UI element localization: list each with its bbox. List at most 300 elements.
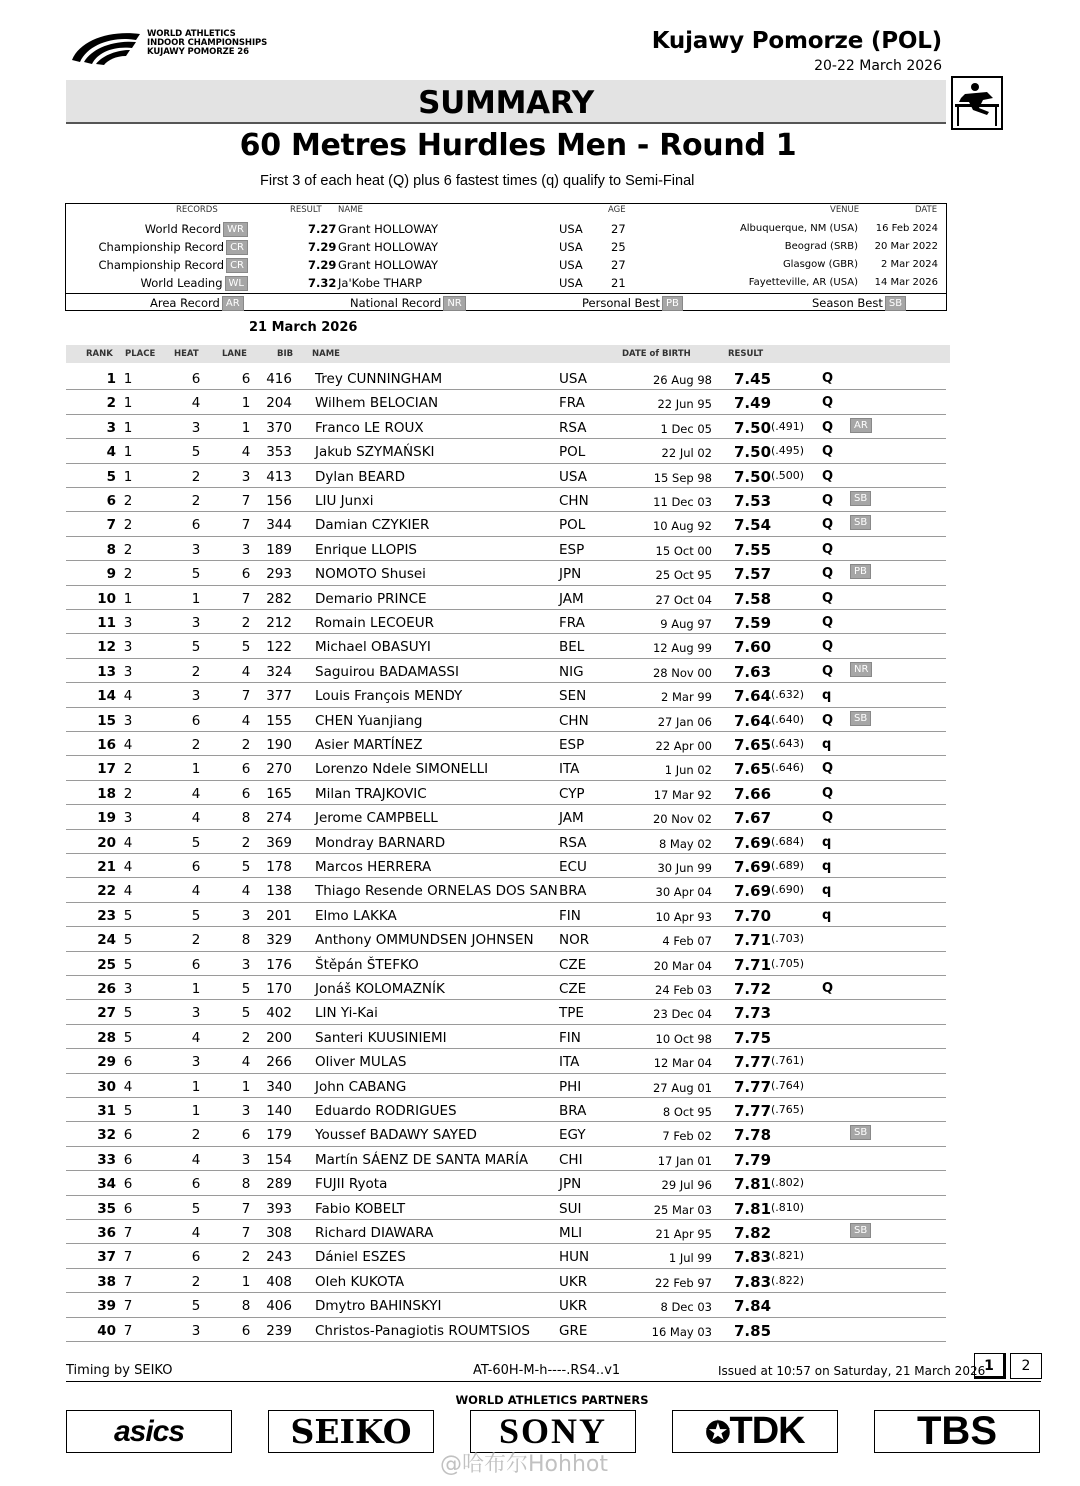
rank-cell: 13 [97, 663, 116, 680]
bib-column-header: BIB [277, 349, 294, 359]
bib-cell: 377 [266, 688, 292, 705]
rank-cell: 27 [97, 1005, 116, 1022]
nation-cell: RSA [559, 419, 587, 436]
rank-cell: 30 [97, 1078, 116, 1095]
result-value: 7.83 [734, 1248, 772, 1267]
bib-cell: 155 [266, 712, 292, 729]
athlete-name-cell: Anthony OMMUNDSEN JOHNSEN [315, 932, 534, 949]
heat-cell: 4 [191, 883, 201, 900]
dob-cell: 29 Jul 96 [661, 1178, 712, 1193]
nation-cell: CHN [559, 493, 589, 509]
lane-cell: 2 [241, 1029, 251, 1046]
table-row [66, 464, 946, 488]
place-cell: 2 [123, 541, 133, 558]
table-row [66, 1269, 946, 1293]
nation-cell: SUI [559, 1200, 582, 1217]
table-row [66, 634, 946, 658]
result-cell [734, 614, 771, 632]
rank-cell: 32 [97, 1127, 116, 1144]
dob-cell: 26 Aug 98 [652, 373, 712, 387]
result-value: 7.69 [734, 833, 772, 852]
championship-logo [70, 26, 270, 66]
result-cell [734, 980, 771, 998]
table-row [66, 732, 946, 756]
nation-cell: FRA [559, 615, 585, 631]
athlete-name-cell: Franco LE ROUX [315, 419, 424, 436]
heat-cell: 5 [191, 566, 201, 583]
dob-cell: 15 Oct 00 [655, 543, 712, 558]
nation-cell: CHI [559, 1151, 583, 1168]
dob-cell: 20 Mar 04 [653, 958, 712, 973]
nation-cell: PHI [559, 1078, 582, 1095]
legend-item [350, 296, 466, 311]
result-thousandths: (.646) [771, 761, 805, 775]
heat-cell: 4 [191, 785, 201, 802]
athlete-name-cell: Elmo LAKKA [315, 907, 397, 924]
qualification-mark: q [822, 688, 832, 704]
dob-cell: 24 Feb 03 [655, 983, 712, 997]
place-cell: 5 [123, 1005, 133, 1022]
lane-cell: 3 [241, 1103, 251, 1119]
nation-cell: JAM [559, 810, 584, 827]
athlete-name-cell: LIN Yi-Kai [315, 1005, 378, 1022]
qualification-mark: Q [822, 810, 834, 826]
rank-cell: 19 [97, 810, 116, 827]
athlete-name-cell: Oleh KUKOTA [315, 1273, 405, 1290]
result-cell [734, 1248, 804, 1266]
table-row [66, 854, 946, 878]
sponsor-tdk-logo [672, 1410, 838, 1453]
name-header: NAME [338, 205, 363, 215]
result-value: 7.65 [734, 760, 772, 779]
legend-item [812, 296, 906, 311]
record-date: 16 Feb 2024 [875, 223, 938, 234]
record-holder: Grant HOLLOWAY [338, 240, 439, 254]
heat-cell: 3 [191, 1054, 201, 1071]
rank-cell: 24 [97, 932, 116, 949]
table-row [66, 952, 946, 976]
result-value: 7.77 [734, 1102, 772, 1120]
result-value: 7.54 [734, 516, 772, 535]
place-cell: 5 [123, 1029, 133, 1046]
venue-title: Kujawy Pomorze (POL) [651, 28, 942, 54]
heat-cell: 1 [191, 981, 201, 997]
nation-cell: CYP [559, 785, 585, 802]
dob-cell: 17 Mar 92 [653, 787, 712, 802]
table-row [66, 537, 946, 561]
rank-cell: 5 [106, 468, 116, 485]
athlete-name-cell: Youssef BADAWY SAYED [315, 1127, 477, 1144]
watermark: @哈布尔Hohhot [440, 1452, 608, 1477]
heat-cell: 2 [191, 737, 201, 753]
lane-cell: 6 [241, 566, 251, 583]
nation-cell: CHN [559, 712, 589, 729]
bib-cell: 243 [266, 1249, 292, 1266]
nation-cell: POL [559, 444, 586, 461]
bib-cell: 308 [266, 1225, 292, 1241]
logo-mark-icon [70, 26, 144, 66]
heat-cell: 1 [191, 590, 201, 607]
athlete-name-cell: Fabio KOBELT [315, 1200, 406, 1217]
result-cell [734, 1053, 804, 1071]
rank-cell: 25 [97, 956, 116, 973]
bib-cell: 353 [266, 444, 292, 461]
record-row [66, 274, 946, 292]
nation-cell: ECU [559, 859, 587, 875]
record-label-text: Championship Record [98, 258, 225, 272]
legend-label: Season Best [812, 296, 883, 310]
result-value: 7.81 [734, 1175, 772, 1194]
record-label [141, 276, 249, 291]
heat-cell: 6 [191, 1176, 201, 1193]
legend-code-badge: AR [222, 296, 244, 311]
lane-cell: 2 [241, 615, 251, 631]
record-row [66, 238, 946, 256]
nation-cell: FRA [559, 395, 585, 412]
lane-cell: 5 [241, 859, 251, 875]
table-row [66, 903, 946, 927]
lane-cell: 2 [241, 737, 251, 753]
athlete-name-cell: Milan TRAJKOVIC [315, 785, 427, 802]
dob-cell: 28 Nov 00 [652, 665, 712, 680]
result-cell [734, 468, 804, 486]
rank-cell: 33 [97, 1151, 116, 1168]
athlete-name-cell: Martín SÁENZ DE SANTA MARÍA [315, 1151, 529, 1168]
result-cell [734, 1297, 771, 1315]
result-value: 7.64 [734, 687, 772, 706]
result-thousandths: (.690) [771, 883, 805, 897]
record-code-badge: CR [226, 258, 248, 273]
heat-cell: 3 [191, 615, 201, 631]
document-code: AT-60H-M-h----.RS4..v1 [473, 1363, 621, 1378]
result-thousandths: (.632) [771, 688, 805, 702]
bib-cell: 266 [266, 1054, 292, 1071]
lane-cell: 6 [241, 761, 251, 778]
table-row [66, 1098, 946, 1122]
result-thousandths: (.491) [771, 419, 805, 433]
table-row [66, 976, 946, 1000]
lane-cell: 6 [241, 1127, 251, 1144]
dob-cell: 30 Apr 04 [655, 885, 712, 900]
lane-cell: 4 [241, 663, 251, 680]
dob-cell: 9 Aug 97 [660, 617, 712, 631]
place-cell: 2 [123, 566, 133, 583]
bib-cell: 140 [266, 1103, 292, 1119]
table-row [66, 561, 946, 585]
dob-cell: 4 Feb 07 [662, 934, 712, 949]
record-label [99, 258, 249, 273]
qualification-mark: Q [822, 981, 834, 996]
qualification-mark: Q [822, 639, 834, 655]
heat-cell: 6 [191, 1249, 201, 1266]
dob-cell: 27 Aug 01 [652, 1080, 712, 1095]
result-cell [734, 638, 771, 656]
dob-cell: 15 Sep 98 [653, 470, 712, 485]
place-cell: 7 [123, 1298, 133, 1315]
nation-cell: CZE [559, 981, 587, 997]
table-row [66, 390, 946, 414]
record-label-text: World Record [144, 222, 222, 236]
legend-item [150, 296, 244, 311]
result-cell [734, 809, 771, 827]
result-value: 7.69 [734, 882, 772, 901]
dob-cell: 11 Dec 03 [653, 495, 712, 509]
record-nat: USA [559, 276, 583, 290]
result-value: 7.65 [734, 736, 772, 754]
qualification-mark: Q [822, 785, 834, 801]
result-cell [734, 419, 804, 437]
athlete-name-cell: FUJII Ryota [315, 1176, 388, 1193]
legend-label: Area Record [150, 296, 220, 310]
rank-cell: 37 [97, 1249, 116, 1266]
athlete-name-cell: John CABANG [315, 1078, 407, 1095]
record-code-badge: WL [225, 276, 248, 291]
athlete-name-cell: Damian CZYKIER [315, 517, 430, 534]
place-cell: 1 [123, 444, 133, 461]
nation-cell: GRE [559, 1322, 588, 1339]
nation-cell: POL [559, 517, 586, 534]
dob-column-header: DATE of BIRTH [622, 349, 691, 359]
lane-cell: 3 [241, 541, 251, 558]
nation-cell: USA [559, 468, 587, 485]
result-cell [734, 1322, 771, 1340]
record-date: 2 Mar 2024 [880, 259, 938, 270]
lane-cell: 6 [241, 785, 251, 802]
result-thousandths: (.822) [771, 1273, 805, 1287]
heat-cell: 6 [191, 712, 201, 729]
nation-cell: TPE [559, 1005, 584, 1022]
table-row [66, 586, 946, 610]
athlete-name-cell: Romain LECOEUR [315, 615, 434, 631]
result-cell [734, 370, 771, 388]
result-value: 7.57 [734, 565, 772, 584]
record-date: 20 Mar 2022 [874, 241, 938, 252]
table-row [66, 708, 946, 732]
nation-cell: ESP [559, 737, 585, 753]
result-cell [734, 1004, 771, 1022]
result-thousandths: (.640) [771, 712, 805, 726]
result-cell [734, 1126, 771, 1144]
result-cell [734, 1029, 771, 1047]
qualification-mark: q [822, 859, 832, 874]
heat-cell: 3 [191, 1322, 201, 1339]
nation-cell: SEN [559, 688, 587, 705]
result-value: 7.84 [734, 1297, 772, 1316]
record-badge: SB [850, 491, 871, 506]
place-cell: 4 [123, 1078, 133, 1095]
record-badge: PB [850, 564, 871, 579]
record-badge: SB [850, 1125, 871, 1140]
table-row [66, 1147, 946, 1171]
heat-cell: 4 [191, 1029, 201, 1046]
bib-cell: 204 [266, 395, 292, 412]
lane-cell: 7 [241, 590, 251, 607]
result-value: 7.60 [734, 638, 772, 657]
qualification-mark: Q [822, 663, 834, 679]
nation-cell: UKR [559, 1298, 588, 1315]
result-cell [734, 687, 804, 705]
record-result: 7.29 [308, 240, 337, 254]
qualification-mark: Q [822, 712, 834, 728]
dob-cell: 12 Aug 99 [652, 641, 712, 656]
place-cell: 7 [123, 1273, 133, 1290]
athlete-name-cell: Wilhem BELOCIAN [315, 395, 439, 412]
legend-code-badge: PB [662, 296, 683, 311]
athlete-name-cell: LIU Junxi [315, 493, 374, 509]
result-cell [734, 931, 804, 949]
athlete-name-cell: Trey CUNNINGHAM [315, 371, 443, 387]
record-row [66, 256, 946, 274]
place-cell: 4 [123, 737, 133, 753]
place-cell: 6 [123, 1151, 133, 1168]
record-holder: Grant HOLLOWAY [338, 222, 439, 236]
bib-cell: 201 [266, 907, 292, 924]
result-cell [734, 1151, 771, 1169]
bib-cell: 190 [266, 737, 292, 753]
result-thousandths: (.802) [771, 1176, 805, 1190]
heat-cell: 3 [191, 541, 201, 558]
lane-cell: 5 [241, 981, 251, 997]
athlete-name-cell: Demario PRINCE [315, 590, 427, 607]
dob-cell: 25 Mar 03 [653, 1202, 712, 1217]
result-thousandths: (.764) [771, 1078, 805, 1092]
record-venue: Glasgow (GBR) [782, 259, 858, 270]
place-column-header: PLACE [125, 349, 156, 359]
place-cell: 4 [123, 688, 133, 705]
table-row [66, 366, 946, 390]
result-value: 7.78 [734, 1126, 772, 1145]
bib-cell: 413 [266, 468, 292, 485]
bib-cell: 122 [266, 639, 292, 656]
bib-cell: 406 [266, 1298, 292, 1315]
record-result: 7.32 [308, 276, 337, 290]
record-nat: USA [559, 222, 583, 236]
lane-cell: 3 [241, 956, 251, 973]
nation-cell: JAM [559, 590, 584, 607]
lane-column-header: LANE [222, 349, 247, 359]
place-cell: 1 [123, 468, 133, 485]
athlete-name-cell: Eduardo RODRIGUES [315, 1103, 457, 1119]
rank-cell: 39 [97, 1298, 116, 1315]
bib-cell: 138 [266, 883, 292, 900]
dob-cell: 2 Mar 99 [661, 690, 712, 705]
rank-cell: 12 [97, 639, 116, 656]
record-age: 21 [611, 276, 626, 290]
result-value: 7.58 [734, 589, 772, 608]
place-cell: 2 [123, 785, 133, 802]
nation-cell: BRA [559, 883, 587, 900]
lane-cell: 3 [241, 468, 251, 485]
heat-column-header: HEAT [174, 349, 199, 359]
nation-cell: FIN [559, 907, 581, 924]
athlete-name-cell: Dániel ESZES [315, 1249, 406, 1266]
result-cell [734, 541, 771, 559]
result-thousandths: (.703) [771, 932, 805, 946]
result-cell [734, 394, 771, 412]
nation-cell: CZE [559, 956, 587, 973]
record-label-text: Championship Record [98, 240, 225, 254]
qualification-mark: Q [822, 468, 834, 484]
result-value: 7.69 [734, 858, 772, 876]
record-badge: SB [850, 1223, 871, 1238]
result-value: 7.67 [734, 809, 772, 828]
hurdles-icon [951, 76, 1003, 130]
rank-cell: 22 [97, 883, 116, 900]
record-age: 25 [611, 240, 626, 254]
place-cell: 3 [123, 810, 133, 827]
result-value: 7.73 [734, 1004, 772, 1023]
rank-cell: 14 [97, 688, 116, 705]
result-cell [734, 736, 804, 754]
place-cell: 5 [123, 932, 133, 949]
logo-line-2: INDOOR CHAMPIONSHIPS [147, 38, 268, 48]
athlete-name-cell: Asier MARTÍNEZ [315, 737, 423, 753]
result-value: 7.83 [734, 1272, 772, 1291]
result-value: 7.70 [734, 906, 772, 925]
rank-cell: 1 [106, 371, 116, 387]
place-cell: 2 [123, 517, 133, 534]
summary-title: SUMMARY [418, 85, 594, 121]
result-value: 7.55 [734, 540, 772, 559]
record-code-badge: WR [223, 222, 248, 237]
lane-cell: 5 [241, 1005, 251, 1022]
dob-cell: 22 Apr 00 [655, 739, 712, 753]
place-cell: 4 [123, 834, 133, 851]
record-badge: AR [850, 418, 872, 433]
dob-cell: 8 Dec 03 [660, 1300, 712, 1315]
legend-code-badge: SB [885, 296, 906, 311]
rank-cell: 17 [97, 761, 116, 778]
nation-cell: UKR [559, 1273, 588, 1290]
issued-timestamp: Issued at 10:57 on Saturday, 21 March 2026 [718, 1364, 986, 1378]
heat-cell: 3 [191, 419, 201, 436]
table-row [66, 756, 946, 780]
bib-cell: 293 [266, 566, 292, 583]
result-value: 7.81 [734, 1199, 772, 1218]
dob-cell: 12 Mar 04 [653, 1056, 712, 1071]
athlete-name-cell: Saguirou BADAMASSI [315, 663, 459, 680]
nation-cell: NOR [559, 932, 590, 949]
bib-cell: 165 [266, 785, 292, 802]
lane-cell: 7 [241, 493, 251, 509]
page-total[interactable]: 2 [1010, 1353, 1042, 1379]
record-result: 7.29 [308, 258, 337, 272]
place-cell: 5 [123, 956, 133, 973]
result-cell [734, 785, 771, 803]
table-row [66, 1318, 946, 1342]
record-venue: Beograd (SRB) [784, 241, 858, 252]
place-cell: 6 [123, 1054, 133, 1071]
rank-cell: 16 [97, 737, 116, 753]
partners-title: WORLD ATHLETICS PARTNERS [455, 1393, 649, 1407]
result-cell [734, 1273, 804, 1291]
nation-cell: HUN [559, 1249, 590, 1266]
result-value: 7.50 [734, 443, 772, 462]
venue-header: VENUE [830, 205, 860, 215]
result-value: 7.85 [734, 1321, 772, 1340]
record-date: 14 Mar 2026 [874, 277, 938, 288]
qualification-mark: Q [822, 541, 834, 557]
logo-line-1: WORLD ATHLETICS [147, 29, 236, 39]
dob-cell: 1 Jul 99 [668, 1251, 712, 1266]
record-venue: Fayetteville, AR (USA) [748, 277, 858, 288]
lane-cell: 6 [241, 371, 251, 387]
record-nat: USA [559, 258, 583, 272]
dob-cell: 27 Jan 06 [657, 714, 712, 729]
place-cell: 4 [123, 859, 133, 875]
result-thousandths: (.761) [771, 1054, 805, 1068]
bib-cell: 176 [266, 956, 292, 973]
